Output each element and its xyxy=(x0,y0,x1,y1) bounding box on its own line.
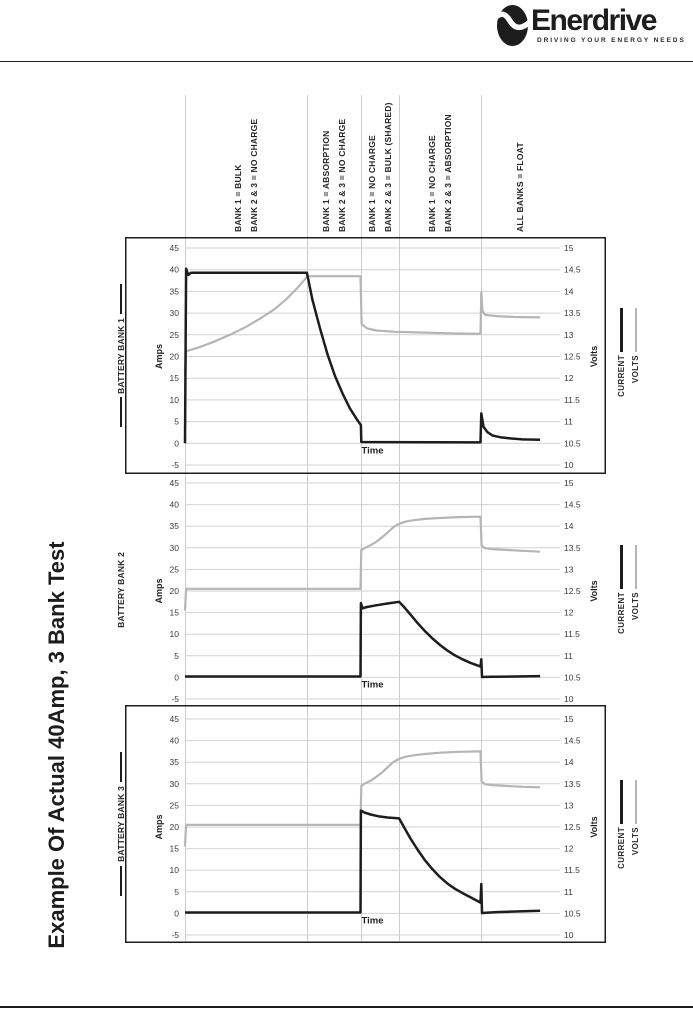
amps-tick-label: 35 xyxy=(169,286,179,297)
bank-label-text: BATTERY BANK 1 xyxy=(116,317,126,394)
amps-tick-label: 10 xyxy=(169,629,179,640)
volts-tick-label: 13.5 xyxy=(564,308,581,319)
volts-tick-label: 14 xyxy=(564,521,574,532)
volts-line-swatch xyxy=(635,308,637,352)
phase-label xyxy=(399,95,481,232)
chart-legend xyxy=(617,545,640,634)
amps-axis-title: Amps xyxy=(154,814,164,840)
amps-tick-label: 0 xyxy=(174,908,179,919)
volts-tick-label: 14.5 xyxy=(564,499,581,510)
volts-tick-label: 12.5 xyxy=(564,351,581,362)
volts-tick-label: 12 xyxy=(564,373,574,384)
amps-tick-label: 0 xyxy=(174,438,179,449)
amps-tick-label: -5 xyxy=(171,694,179,704)
chart-battery-bank-3 xyxy=(0,705,693,943)
chart-svg xyxy=(0,237,693,474)
volts-axis-title: Volts xyxy=(589,816,599,838)
volts-tick-label: 15 xyxy=(564,478,574,488)
volts-line xyxy=(185,751,540,846)
amps-tick-label: 35 xyxy=(169,757,179,768)
volts-tick-label: 14 xyxy=(564,286,574,297)
phase-label-line: BANK 1 = ABSORPTION xyxy=(320,130,331,232)
amps-axis-title: Amps xyxy=(154,578,164,604)
legend-volts-label: VOLTS xyxy=(631,355,640,384)
amps-axis-title: Amps xyxy=(154,343,164,370)
legend-volts xyxy=(631,545,640,634)
volts-line xyxy=(185,517,540,611)
bracket-line xyxy=(120,752,121,782)
amps-tick-label: 25 xyxy=(169,564,179,575)
legend-current xyxy=(617,545,626,634)
volts-tick-label: 13.5 xyxy=(564,542,581,553)
legend-current xyxy=(617,308,626,397)
amps-tick-label: 10 xyxy=(169,394,179,405)
header-divider xyxy=(0,61,693,62)
amps-tick-label: 15 xyxy=(169,843,179,854)
volts-line-swatch xyxy=(635,545,637,589)
bank-label xyxy=(112,474,130,705)
amps-tick-label: 40 xyxy=(169,499,179,510)
amps-tick-label: 20 xyxy=(169,586,179,596)
legend-volts-label: VOLTS xyxy=(631,592,640,621)
amps-tick-label: 45 xyxy=(169,243,179,253)
legend-current xyxy=(617,780,626,869)
amps-tick-label: 25 xyxy=(169,329,179,340)
phase-label xyxy=(481,95,560,232)
amps-tick-label: 25 xyxy=(169,800,179,811)
amps-tick-label: 30 xyxy=(169,778,179,789)
volts-axis-title: Volts xyxy=(589,580,599,602)
bracket-line xyxy=(120,397,121,427)
phase-label-line: BANK 2 & 3 = BULK (SHARED) xyxy=(383,102,393,232)
enerdrive-logo-icon xyxy=(497,5,528,46)
chart-legend xyxy=(617,780,640,869)
amps-tick-label: 15 xyxy=(169,373,179,384)
chart-legend xyxy=(617,308,640,397)
amps-tick-label: 20 xyxy=(169,351,179,362)
volts-tick-label: 13.5 xyxy=(564,778,581,789)
time-axis-label: Time xyxy=(361,445,384,457)
chart-battery-bank-2 xyxy=(0,474,693,705)
volts-tick-label: 11.5 xyxy=(564,394,580,405)
volts-tick-label: 14 xyxy=(564,757,574,768)
page-title: Example Of Actual 40Amp, 3 Bank Test xyxy=(44,541,69,949)
amps-tick-label: 0 xyxy=(174,672,179,683)
volts-tick-label: 12 xyxy=(564,843,574,854)
chart-battery-bank-1 xyxy=(0,237,693,474)
chart-svg xyxy=(0,474,693,705)
phase-label-line: BANK 2 & 3 = NO CHARGE xyxy=(336,118,347,232)
phase-label-line: ALL BANKS = FLOAT xyxy=(515,142,526,232)
volts-tick-label: 10 xyxy=(564,460,574,470)
amps-tick-label: 20 xyxy=(169,822,179,832)
brand-tagline: DRIVING YOUR ENERGY NEEDS xyxy=(537,37,686,44)
bracket-line xyxy=(120,284,121,314)
amps-tick-label: 5 xyxy=(174,650,179,661)
amps-tick-label: 40 xyxy=(169,264,179,275)
amps-tick-label: 15 xyxy=(169,607,179,618)
brand-name: Enerdrive xyxy=(531,4,656,37)
volts-tick-label: 14.5 xyxy=(564,735,581,746)
legend-volts xyxy=(631,780,640,869)
legend-current-label: CURRENT xyxy=(617,355,626,397)
volts-line-swatch xyxy=(635,780,637,824)
volts-tick-label: 15 xyxy=(564,714,574,724)
phase-label xyxy=(307,95,361,232)
volts-tick-label: 12.5 xyxy=(564,822,581,832)
volts-tick-label: 11.5 xyxy=(564,865,580,876)
volts-tick-label: 10 xyxy=(564,930,574,940)
current-line-swatch xyxy=(620,308,623,352)
phase-label-line: BANK 1 = NO CHARGE xyxy=(427,135,437,232)
amps-tick-label: 35 xyxy=(169,521,179,532)
amps-tick-label: 30 xyxy=(169,542,179,553)
amps-tick-label: -5 xyxy=(171,930,179,940)
volts-tick-label: 11.5 xyxy=(564,629,580,640)
amps-tick-label: 5 xyxy=(174,886,179,897)
phase-label-line: BANK 1 = NO CHARGE xyxy=(367,135,377,232)
volts-tick-label: 14.5 xyxy=(564,264,581,275)
volts-tick-label: 11 xyxy=(564,416,573,427)
bracket-line xyxy=(120,866,121,896)
amps-tick-label: 40 xyxy=(169,735,179,746)
volts-tick-label: 10.5 xyxy=(564,672,581,683)
bank-label xyxy=(112,237,130,474)
volts-tick-label: 10 xyxy=(564,694,574,704)
phase-label-line: BANK 1 = BULK xyxy=(232,164,243,232)
bank-label xyxy=(112,705,130,943)
current-line xyxy=(185,811,540,913)
current-line-swatch xyxy=(620,780,623,824)
amps-tick-label: 30 xyxy=(169,308,179,319)
bank-label-text: BATTERY BANK 2 xyxy=(116,551,126,628)
volts-tick-label: 10.5 xyxy=(564,908,581,919)
amps-tick-label: 10 xyxy=(169,865,179,876)
volts-tick-label: 15 xyxy=(564,243,574,253)
legend-volts-label: VOLTS xyxy=(631,827,640,856)
amps-tick-label: 5 xyxy=(174,416,179,427)
legend-current-label: CURRENT xyxy=(617,827,626,869)
volts-tick-label: 13 xyxy=(564,800,574,811)
phase-label xyxy=(361,95,399,232)
volts-tick-label: 13 xyxy=(564,564,574,575)
time-axis-label: Time xyxy=(361,679,384,691)
volts-tick-label: 12.5 xyxy=(564,586,581,596)
volts-tick-label: 10.5 xyxy=(564,438,581,449)
legend-volts xyxy=(631,308,640,397)
volts-tick-label: 11 xyxy=(564,650,573,661)
phase-label-line: BANK 2 & 3 = NO CHARGE xyxy=(248,118,259,232)
time-axis-label: Time xyxy=(361,915,384,927)
phase-label xyxy=(185,95,307,232)
volts-tick-label: 13 xyxy=(564,329,574,340)
amps-tick-label: 45 xyxy=(169,714,179,724)
volts-tick-label: 11 xyxy=(564,886,573,897)
amps-tick-label: -5 xyxy=(171,460,179,470)
legend-current-label: CURRENT xyxy=(617,592,626,634)
phase-label-line: BANK 2 & 3 = ABSORPTION xyxy=(443,114,453,232)
current-line-swatch xyxy=(620,545,623,589)
volts-axis-title: Volts xyxy=(589,345,599,368)
volts-tick-label: 12 xyxy=(564,607,574,618)
footer-divider xyxy=(0,1006,693,1008)
amps-tick-label: 45 xyxy=(169,478,179,488)
bank-label-text: BATTERY BANK 3 xyxy=(116,786,126,862)
chart-svg xyxy=(0,705,693,943)
